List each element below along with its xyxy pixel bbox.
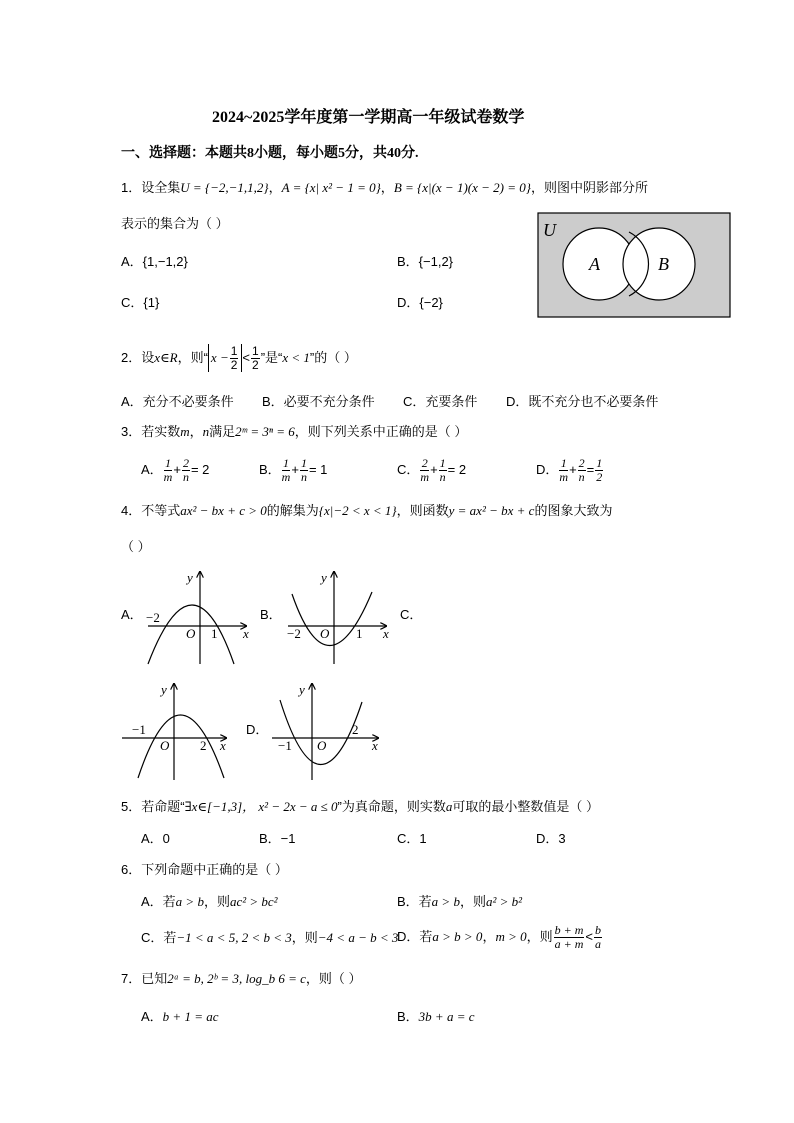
q7-option-b[interactable]: B．3b + a = c <box>397 1009 475 1024</box>
svg-text:1: 1 <box>356 626 363 641</box>
q1-set-a: A = {x| x² − 1 = 0} <box>281 180 381 195</box>
svg-text:−1: −1 <box>278 738 292 753</box>
graph-c <box>120 678 240 782</box>
q7-option-a[interactable]: A．b + 1 = ac <box>141 1009 219 1024</box>
q5-option-c[interactable]: C．1 <box>397 831 427 846</box>
svg-text:O: O <box>186 626 196 641</box>
q3-stem: 3．若实数m，n满足2ᵐ = 3ⁿ = 6，则下列关系中正确的是（ ） <box>121 424 468 439</box>
q3-option-c[interactable]: C． $\frac{2}{m}$ + $\frac{1}{n}$ = 2 <box>397 456 467 485</box>
q1-stem: 1．设全集U = {−2,−1,1,2}，A = {x| x² − 1 = 0}，B = {x|(x − 1)(x − 2) = 0}，则图中阴影部分所 <box>121 180 648 195</box>
q6-option-b[interactable]: B．若a > b，则a² > b² <box>397 894 523 909</box>
svg-text:x: x <box>220 738 226 753</box>
svg-text:1: 1 <box>211 626 218 641</box>
q7-stem: 7．已知2ᵃ = b, 2ᵇ = 3, log_b 6 = c，则（ ） <box>121 971 362 986</box>
q3-option-d[interactable]: D． $\frac{1}{m}$ + $\frac{2}{n}$ = $\frac{1}{2}$ <box>536 456 603 485</box>
svg-text:O: O <box>320 626 330 641</box>
q4-stem: 4．不等式ax² − bx + c > 0的解集为{x|−2 < x < 1}，则函数y = ax² − bx + c的图象大致为 <box>121 503 613 518</box>
svg-text:−1: −1 <box>132 722 146 737</box>
venn-label-a: A <box>589 254 600 274</box>
svg-text:2: 2 <box>200 738 207 753</box>
svg-text:O: O <box>160 738 170 753</box>
q1-option-c[interactable]: C．{1} <box>121 295 160 310</box>
q2-option-d[interactable]: D．既不充分也不必要条件 <box>506 394 659 409</box>
venn-diagram <box>537 212 731 318</box>
q6-option-c[interactable]: C．若−1 < a < 5, 2 < b < 3，则−4 < a − b < 3 <box>141 930 399 945</box>
q1-stem-b: ，则图中阴影部分所 <box>530 180 648 195</box>
q2-option-a[interactable]: A．充分不必要条件 <box>121 394 234 409</box>
q6-option-d[interactable]: D．若a > b > 0，m > 0，则 $\frac{b + m}{a + m}$ < $\frac{b}{a}$ <box>397 923 601 952</box>
svg-text:−2: −2 <box>146 610 160 625</box>
q5-option-a[interactable]: A．0 <box>141 831 170 846</box>
svg-text:x: x <box>243 626 249 641</box>
q1-stem-a: 1．设全集 <box>121 180 181 195</box>
q2-option-b[interactable]: B．必要不充分条件 <box>262 394 375 409</box>
svg-text:x: x <box>383 626 389 641</box>
q4-option-b[interactable]: B． <box>260 607 282 622</box>
q2-stem: 2．设x∈R，则“ x − $\frac{1}{2}$ < $\frac{1}{2}$ ”是“x < 1”的（ ） <box>121 344 357 373</box>
svg-text:y: y <box>161 682 167 697</box>
q5-stem: 5．若命题“∃x∈[−1,3]， x² − 2x − a ≤ 0”为真命题，则实数a可取的最小整数值是（ ） <box>121 799 599 814</box>
graph-b <box>280 566 400 666</box>
q3-option-a[interactable]: A． $\frac{1}{m}$ + $\frac{2}{n}$ = 2 <box>141 456 210 485</box>
graph-a <box>140 566 260 666</box>
q2-option-c[interactable]: C．充要条件 <box>403 394 478 409</box>
q4-option-a[interactable]: A． <box>121 607 143 622</box>
q3-option-b[interactable]: B． $\frac{1}{m}$ + $\frac{1}{n}$ = 1 <box>259 456 328 485</box>
venn-label-u: U <box>543 220 556 240</box>
venn-label-b: B <box>658 254 669 274</box>
q6-stem: 6．下列命题中正确的是（ ） <box>121 862 288 877</box>
q4-option-d[interactable]: D． <box>246 722 269 737</box>
q5-option-d[interactable]: D．3 <box>536 831 566 846</box>
svg-text:O: O <box>317 738 327 753</box>
page-title: 2024~2025学年度第一学期高一年级试卷数学 <box>212 109 525 126</box>
q6-option-a[interactable]: A．若a > b，则ac² > bc² <box>141 894 278 909</box>
q5-option-b[interactable]: B．−1 <box>259 831 296 846</box>
q1-stem-cont: 表示的集合为（ ） <box>121 216 229 231</box>
q1-option-d[interactable]: D．{−2} <box>397 295 443 310</box>
q1-option-a[interactable]: A．{1,−1,2} <box>121 254 188 269</box>
svg-text:y: y <box>299 682 305 697</box>
q1-option-b[interactable]: B．{−1,2} <box>397 254 454 269</box>
q1-set-b: B = {x|(x − 1)(x − 2) = 0} <box>393 180 531 195</box>
svg-text:y: y <box>321 570 327 585</box>
q1-set-u: U = {−2,−1,1,2} <box>180 180 269 195</box>
svg-text:2: 2 <box>352 722 359 737</box>
svg-text:x: x <box>372 738 378 753</box>
section-heading: 一、选择题：本题共8小题，每小题5分，共40分. <box>121 146 419 161</box>
q4-stem-blank: （ ） <box>121 539 151 554</box>
q4-option-c[interactable]: C． <box>400 607 423 622</box>
graph-d <box>268 678 388 782</box>
svg-text:y: y <box>187 570 193 585</box>
svg-text:−2: −2 <box>287 626 301 641</box>
